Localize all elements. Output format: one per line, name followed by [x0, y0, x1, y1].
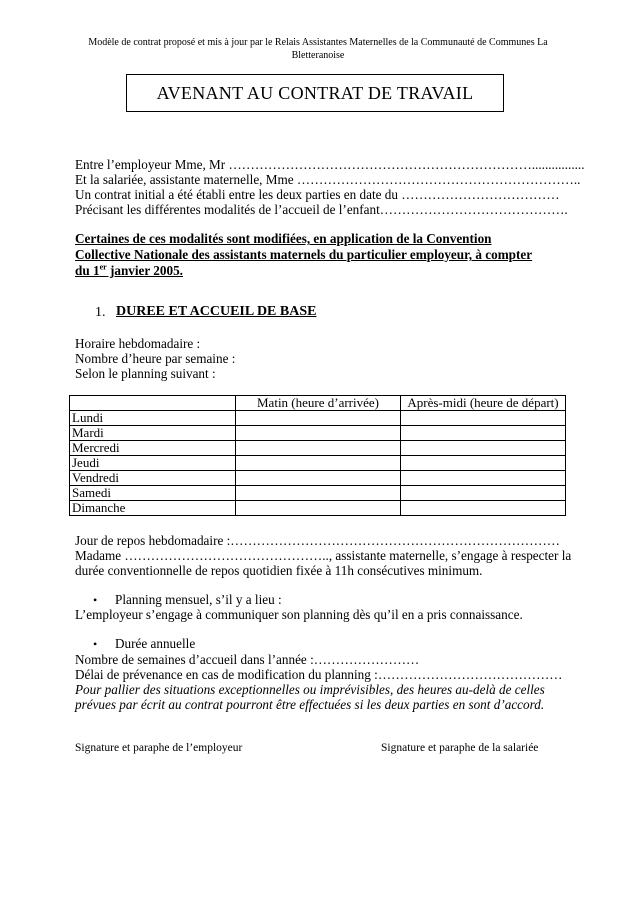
table-header-cell: Après-midi (heure de départ) — [401, 396, 566, 411]
extra-hours-note-2: prévues par écrit au contrat pourront être effectuées si les deux parties en sont d’accord. — [75, 697, 545, 712]
bullet-icon: • — [93, 637, 98, 651]
planning-table — [69, 395, 566, 516]
employee-line: Et la salariée, assistante maternelle, Mme ……………………………………………………….. — [75, 172, 581, 187]
bullet-icon: • — [93, 593, 98, 607]
afternoon-cell[interactable] — [401, 441, 566, 456]
table-header-row — [70, 396, 566, 411]
document-title: AVENANT AU CONTRAT DE TRAVAIL — [126, 74, 504, 112]
rest-day-line: Jour de repos hebdomadaire :………………………………………………………………… — [75, 533, 560, 548]
notice-period-line: Délai de prévenance en cas de modification du planning :…………………………………… — [75, 667, 563, 682]
afternoon-cell[interactable] — [401, 486, 566, 501]
day-cell: Mercredi — [70, 441, 236, 456]
afternoon-cell[interactable] — [401, 471, 566, 486]
table-row — [70, 441, 566, 456]
morning-cell[interactable] — [236, 411, 401, 426]
morning-cell[interactable] — [236, 501, 401, 516]
weekly-hours-label: Horaire hebdomadaire : — [75, 336, 201, 351]
hours-per-week-label: Nombre d’heure par semaine : — [75, 351, 236, 366]
afternoon-cell[interactable] — [401, 426, 566, 441]
day-cell: Vendredi — [70, 471, 236, 486]
weeks-per-year-line: Nombre de semaines d’accueil dans l’année :…………………… — [75, 652, 420, 667]
morning-cell[interactable] — [236, 441, 401, 456]
employer-line: Entre l’employeur Mme, Mr ……………………………………………………………................ — [75, 157, 585, 172]
table-row — [70, 426, 566, 441]
morning-cell[interactable] — [236, 456, 401, 471]
section-title: DUREE ET ACCUEIL DE BASE — [116, 304, 317, 319]
table-row — [70, 456, 566, 471]
annual-duration-title: Durée annuelle — [115, 636, 196, 651]
day-cell: Mardi — [70, 426, 236, 441]
day-cell: Lundi — [70, 411, 236, 426]
convention-notice: Certaines de ces modalités sont modifiées, en application de la Convention Collective Nationale des assistants maternels du particulier employeur, à compter du 1er janvier 2005. — [75, 231, 533, 278]
table-header-cell — [70, 396, 236, 411]
day-cell: Dimanche — [70, 501, 236, 516]
planning-label: Selon le planning suivant : — [75, 366, 216, 381]
morning-cell[interactable] — [236, 426, 401, 441]
table-row — [70, 471, 566, 486]
table-row — [70, 501, 566, 516]
day-cell: Jeudi — [70, 456, 236, 471]
morning-cell[interactable] — [236, 471, 401, 486]
employer-signature-label: Signature et paraphe de l’employeur — [75, 742, 243, 754]
morning-cell[interactable] — [236, 486, 401, 501]
afternoon-cell[interactable] — [401, 501, 566, 516]
afternoon-cell[interactable] — [401, 411, 566, 426]
rest-commitment-line: Madame ……………………………………….., assistante maternelle, s’engage à respecter la — [75, 548, 572, 563]
monthly-planning-text: L’employeur s’engage à communiquer son planning dès qu’il en a pris connaissance. — [75, 607, 523, 622]
table-row — [70, 486, 566, 501]
initial-contract-line: Un contrat initial a été établi entre les deux parties en date du ……………………………… — [75, 187, 560, 202]
day-cell: Samedi — [70, 486, 236, 501]
table-row — [70, 411, 566, 426]
table-header-cell: Matin (heure d’arrivée) — [236, 396, 401, 411]
afternoon-cell[interactable] — [401, 456, 566, 471]
modalities-line: Précisant les différentes modalités de l’accueil de l’enfant……………………………………. — [75, 202, 568, 217]
extra-hours-note-1: Pour pallier des situations exceptionnelles ou imprévisibles, des heures au-delà de celles — [75, 682, 545, 697]
employee-signature-label: Signature et paraphe de la salariée — [381, 742, 539, 754]
monthly-planning-title: Planning mensuel, s’il y a lieu : — [115, 592, 282, 607]
section-number: 1. — [95, 305, 106, 320]
document-header: Modèle de contrat proposé et mis à jour par le Relais Assistantes Maternelles de la Communauté de Communes La Bletteranoise — [88, 37, 548, 61]
rest-duration-line: durée conventionnelle de repos quotidien fixée à 11h consécutives minimum. — [75, 563, 483, 578]
